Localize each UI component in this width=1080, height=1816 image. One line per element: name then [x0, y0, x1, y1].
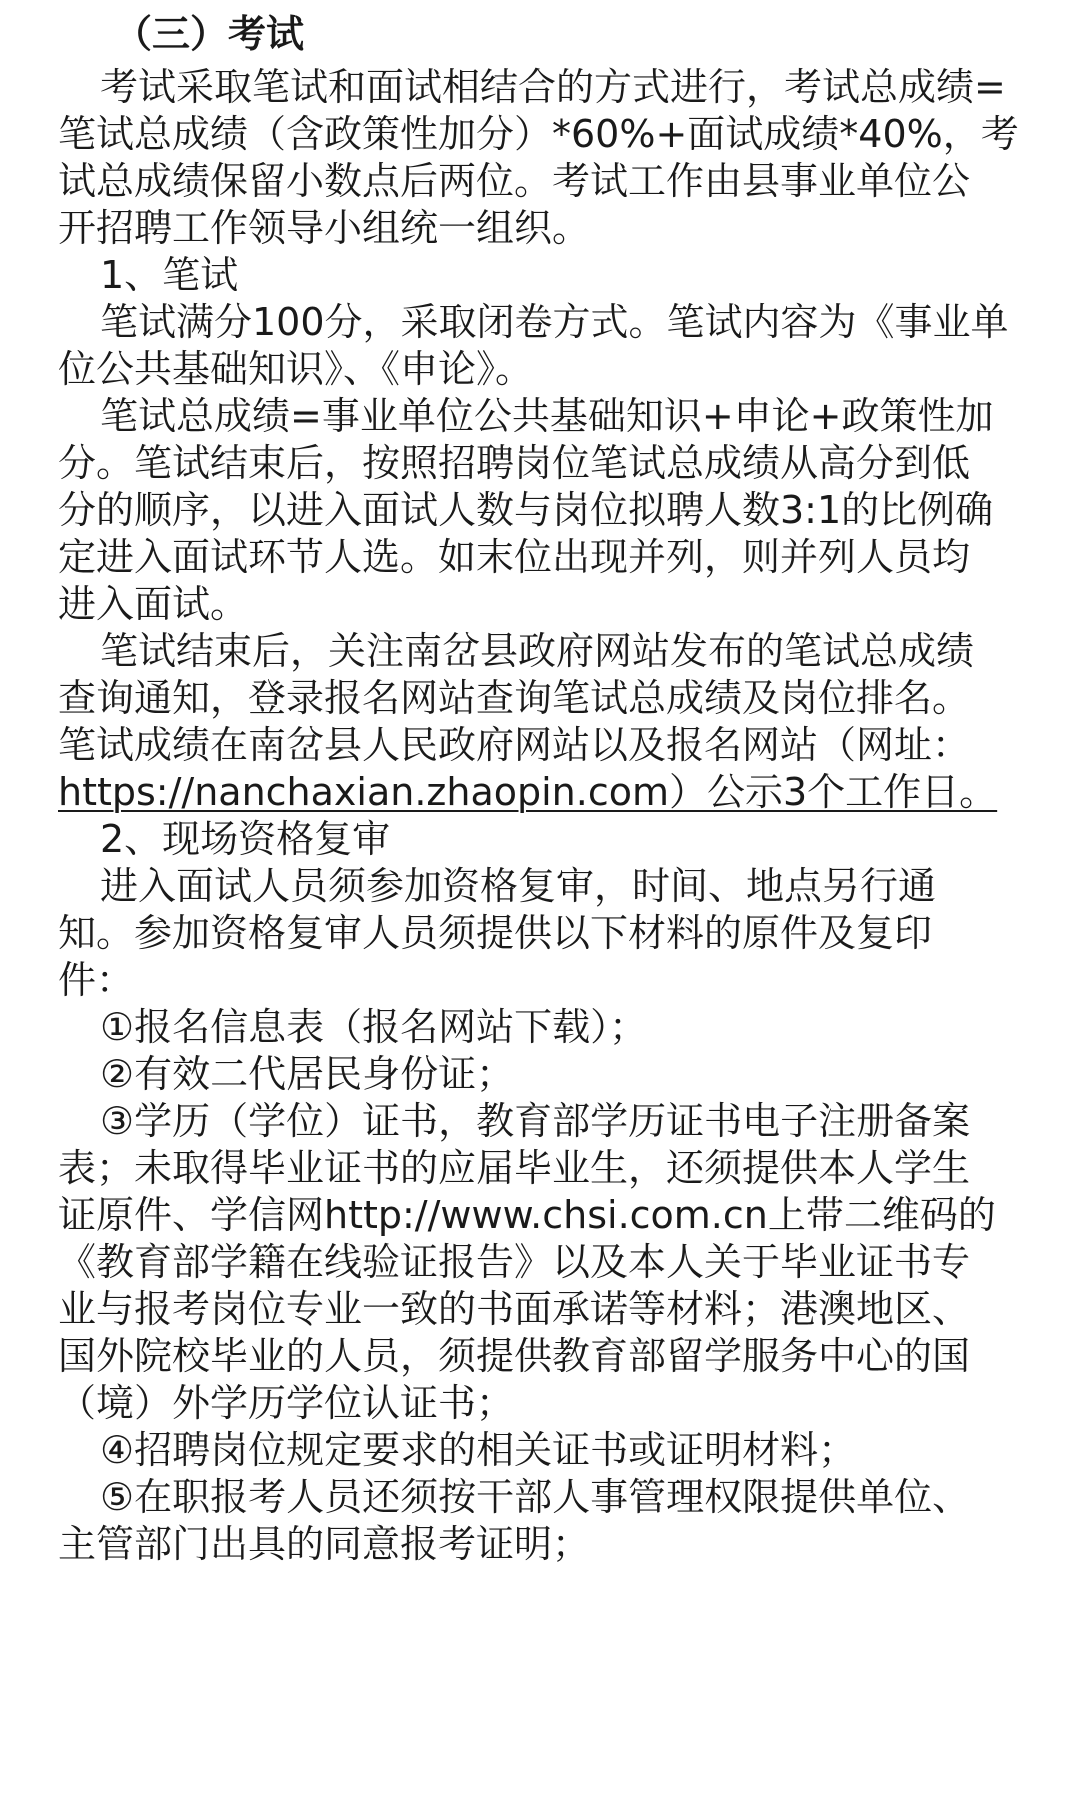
paragraph-line: 表；未取得毕业证书的应届毕业生，还须提供本人学生 [58, 1146, 971, 1190]
paragraph-line: 开招聘工作领导小组统一组织。 [58, 206, 591, 250]
paragraph-line: 考试采取笔试和面试相结合的方式进行，考试总成绩= [100, 65, 1006, 109]
paragraph-line: 分的顺序，以进入面试人数与岗位拟聘人数3:1的比例确 [58, 488, 994, 532]
paragraph-line: 进入面试。 [58, 582, 249, 626]
list-item: ①报名信息表（报名网站下载）； [100, 1005, 648, 1049]
paragraph-line: 业与报考岗位专业一致的书面承诺等材料；港澳地区、 [58, 1287, 971, 1331]
paragraph-line: 试总成绩保留小数点后两位。考试工作由县事业单位公 [58, 159, 971, 203]
paragraph-line: 查询通知，登录报名网站查询笔试总成绩及岗位排名。 [58, 676, 971, 720]
list-item: ④招聘岗位规定要求的相关证书或证明材料； [100, 1428, 857, 1472]
paragraph-line: 主管部门出具的同意报考证明； [58, 1522, 591, 1566]
paragraph-line: 定进入面试环节人选。如末位出现并列，则并列人员均 [58, 535, 971, 579]
paragraph-line: 知。参加资格复审人员须提供以下材料的原件及复印 [58, 911, 933, 955]
paragraph-line: 笔试结束后，关注南岔县政府网站发布的笔试总成绩 [100, 629, 975, 673]
subheading-qualification-review: 2、现场资格复审 [100, 817, 391, 861]
list-item: ③学历（学位）证书，教育部学历证书电子注册备案 [100, 1099, 971, 1143]
paragraph-line: 笔试成绩在南岔县人民政府网站以及报名网站（网址： [58, 723, 971, 767]
paragraph-line: 笔试满分100分，采取闭卷方式。笔试内容为《事业单 [100, 300, 1009, 344]
paragraph-line: 笔试总成绩（含政策性加分）*60%+面试成绩*40%，考 [58, 112, 1019, 156]
paragraph-line: 《教育部学籍在线验证报告》以及本人关于毕业证书专 [58, 1240, 971, 1284]
paragraph-line: 国外院校毕业的人员，须提供教育部留学服务中心的国 [58, 1334, 971, 1378]
list-item: ②有效二代居民身份证； [100, 1052, 515, 1096]
paragraph-line: 笔试总成绩=事业单位公共基础知识+申论+政策性加 [100, 394, 994, 438]
registration-url-link[interactable]: https://nanchaxian.zhaopin.com）公示3个工作日。 [58, 770, 998, 814]
paragraph-line: 证原件、学信网http://www.chsi.com.cn上带二维码的 [58, 1193, 996, 1237]
section-title: （三）考试 [114, 12, 305, 56]
paragraph-line: 分。笔试结束后，按照招聘岗位笔试总成绩从高分到低 [58, 441, 971, 485]
subheading-written-exam: 1、笔试 [100, 253, 239, 297]
list-item: ⑤在职报考人员还须按干部人事管理权限提供单位、 [100, 1475, 971, 1519]
paragraph-line: （境）外学历学位认证书； [58, 1381, 515, 1425]
paragraph-line: 进入面试人员须参加资格复审，时间、地点另行通 [100, 864, 937, 908]
paragraph-line: 位公共基础知识》、《申论》。 [58, 347, 534, 391]
paragraph-line: 件： [58, 958, 135, 1002]
